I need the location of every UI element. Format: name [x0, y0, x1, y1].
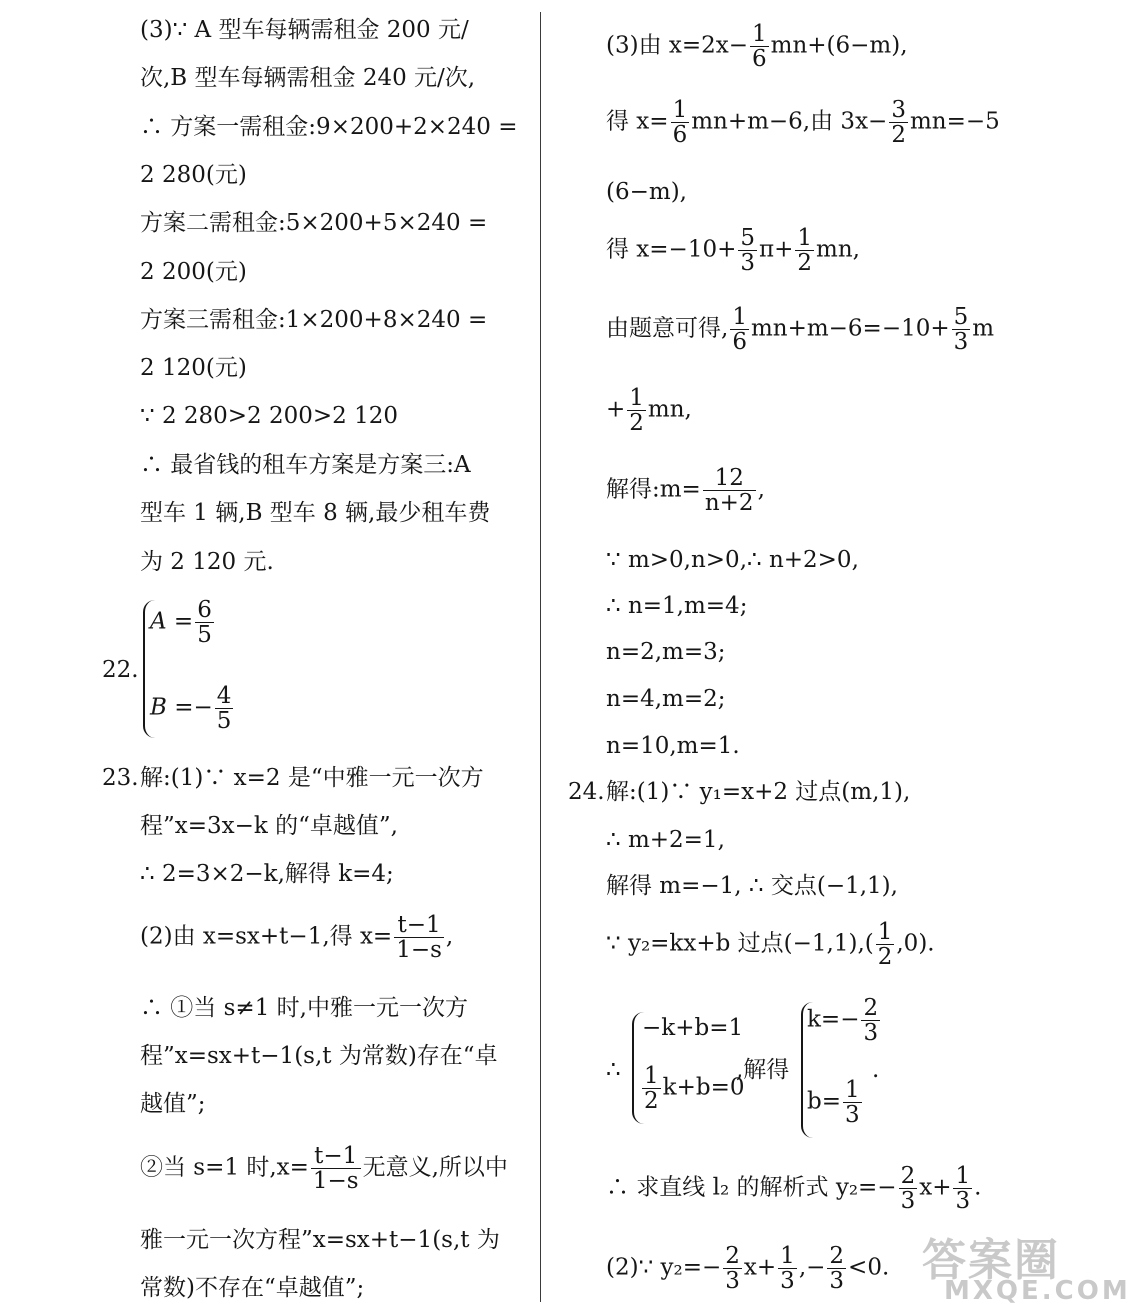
text-line: n=2,m=3;: [606, 639, 726, 665]
text-line: 雅一元一次方程”x=sx+t−1(s,t 为: [140, 1227, 500, 1253]
text-line: 型车 1 辆,B 型车 8 辆,最少租车费: [140, 500, 491, 526]
text-line: ∴ n=1,m=4;: [606, 593, 748, 619]
text-line: n=10,m=1.: [606, 733, 740, 759]
period: .: [872, 1057, 880, 1083]
question-number-22: 22.: [102, 657, 139, 683]
text-line: (6−m),: [606, 179, 687, 205]
column-divider: [540, 12, 541, 1302]
text-line-with-fraction: 由题意可得, $\frac{1}{6}$ mn+m−6=−10+ $\frac{5}{3}$ m: [606, 304, 995, 356]
question-number-24: 24.: [568, 779, 605, 805]
text-line: 2 200(元): [140, 259, 247, 285]
text-line: 解:(1)∵ y₁=x+2 过点(m,1),: [606, 779, 911, 805]
watermark-logo: [904, 1224, 1131, 1306]
text-line: 程”x=sx+t−1(s,t 为常数)存在“卓: [140, 1043, 498, 1069]
text-line-with-fraction: ②当 s=1 时,x= $\frac{t-1}{1-s}$ 无意义,所以中: [140, 1143, 508, 1195]
text-line-with-fraction: 得 x=−10+ $\frac{5}{3}$ π+ $\frac{1}{2}$ mn,: [606, 225, 860, 277]
text-line: n=4,m=2;: [606, 686, 726, 712]
text-line: ∴ 方案一需租金:9×200+2×240 =: [140, 114, 518, 140]
equation-with-fraction: k=− $\frac{2}{3}$: [807, 995, 879, 1047]
text-line: ∴ 最省钱的租车方案是方案三:A: [140, 452, 471, 478]
text-line: 次,B 型车每辆需租金 240 元/次,: [140, 65, 476, 91]
text-line: 解得 m=−1, ∴ 交点(−1,1),: [606, 873, 898, 899]
text-line: 越值”;: [140, 1091, 206, 1117]
text-line: 程”x=3x−k 的“卓越值”,: [140, 813, 398, 839]
text-line: ∵ m>0,n>0,∴ n+2>0,: [606, 547, 859, 573]
equation: −k+b=1: [642, 1015, 744, 1041]
watermark-url: MXQE.COM: [944, 1276, 1131, 1306]
text-line: 方案二需租金:5×200+5×240 =: [140, 210, 488, 236]
text-line-with-fraction: ∴ 求直线 l₂ 的解析式 y₂=− $\frac{2}{3}$ x+ $\frac{1}{3}$ .: [606, 1163, 982, 1215]
text-line: 2 280(元): [140, 162, 247, 188]
equation-b: B =− $\frac{4}{5}$: [150, 683, 232, 735]
text-line: 为 2 120 元.: [140, 549, 274, 575]
question-number-23: 23.: [102, 765, 139, 791]
equation-with-fraction: b= $\frac{1}{3}$: [807, 1077, 860, 1129]
text-line-with-fraction: 得 x= $\frac{1}{6}$ mn+m−6,由 3x− $\frac{3}{2}$ mn=−5: [606, 97, 1000, 149]
text-line: 解:(1)∵ x=2 是“中雅一元一次方: [140, 765, 484, 791]
text-line: 2 120(元): [140, 355, 247, 381]
text-line: ∴ ①当 s≠1 时,中雅一元一次方: [140, 995, 468, 1021]
solve-label: ,解得: [736, 1057, 790, 1083]
text-line-with-fraction: (2)由 x=sx+t−1,得 x= $\frac{t-1}{1-s}$ ,: [140, 912, 454, 964]
text-line-with-fraction: 解得:m= $\frac{12}{n+2}$ ,: [606, 465, 765, 517]
text-line: ∴ 2=3×2−k,解得 k=4;: [140, 861, 394, 887]
therefore-symbol: ∴: [606, 1057, 621, 1083]
watermark-text: 答案圈: [922, 1235, 1060, 1286]
text-line-with-fraction: (3)由 x=2x− $\frac{1}{6}$ mn+(6−m),: [606, 21, 908, 73]
equation-with-fraction: $\frac{1}{2}$ k+b=0: [644, 1063, 745, 1115]
text-line-with-fraction: (2)∵ y₂=− $\frac{2}{3}$ x+ $\frac{1}{3}$ ,− $\frac{2}{3}$ <0.: [606, 1243, 890, 1295]
text-line: ∵ 2 280>2 200>2 120: [140, 403, 399, 429]
text-line-with-fraction: ∵ y₂=kx+b 过点(−1,1),( $\frac{1}{2}$ ,0).: [606, 919, 935, 971]
text-line-with-fraction: + $\frac{1}{2}$ mn,: [606, 385, 692, 437]
text-line: ∴ m+2=1,: [606, 827, 725, 853]
text-line: 方案三需租金:1×200+8×240 =: [140, 307, 488, 333]
text-line: (3)∵ A 型车每辆需租金 200 元/: [140, 17, 469, 43]
text-line: 常数)不存在“卓越值”;: [140, 1275, 365, 1301]
equation-a: A = $\frac{6}{5}$: [150, 597, 212, 649]
